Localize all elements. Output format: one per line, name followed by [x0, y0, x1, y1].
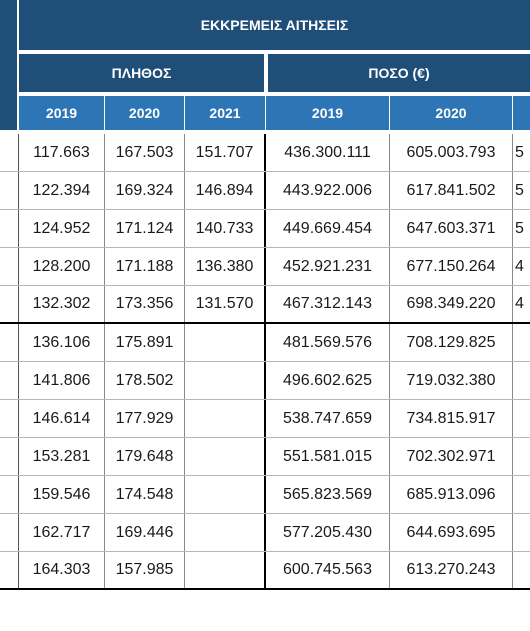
- amount-2019-cell[interactable]: 551.581.015: [266, 438, 390, 475]
- row-label-cell[interactable]: [0, 210, 19, 247]
- count-2021-cell[interactable]: [185, 400, 266, 437]
- count-2020-cell[interactable]: 169.446: [105, 514, 185, 551]
- count-2019-cell[interactable]: 153.281: [19, 438, 105, 475]
- count-2020-cell[interactable]: 178.502: [105, 362, 185, 399]
- count-2021-cell[interactable]: [185, 438, 266, 475]
- amount-2020-cell[interactable]: 708.129.825: [390, 324, 513, 361]
- count-2021-cell[interactable]: [185, 324, 266, 361]
- table-row: [0, 552, 530, 590]
- table-row: [0, 286, 530, 324]
- count-2020-cell[interactable]: 174.548: [105, 476, 185, 513]
- row-label-cell[interactable]: [0, 172, 19, 209]
- amount-2020-cell[interactable]: 685.913.096: [390, 476, 513, 513]
- table-row: [0, 172, 530, 210]
- amount-next-cell[interactable]: [513, 362, 530, 399]
- count-2019-cell[interactable]: 117.663: [19, 134, 105, 171]
- amount-2019-cell[interactable]: 538.747.659: [266, 400, 390, 437]
- count-2019-cell[interactable]: 164.303: [19, 552, 105, 588]
- count-2020-cell[interactable]: 171.188: [105, 248, 185, 285]
- amount-2019-cell[interactable]: 436.300.111: [266, 134, 390, 171]
- count-header[interactable]: ΠΛΗΘΟΣ: [19, 54, 266, 94]
- count-2020-cell[interactable]: 173.356: [105, 286, 185, 322]
- amount-next-cell[interactable]: [513, 400, 530, 437]
- count-2021-cell[interactable]: 151.707: [185, 134, 266, 171]
- count-2021-cell[interactable]: [185, 552, 266, 588]
- year-header-count-2021[interactable]: 2021: [185, 96, 266, 130]
- amount-2020-cell[interactable]: 677.150.264: [390, 248, 513, 285]
- count-2020-cell[interactable]: 177.929: [105, 400, 185, 437]
- amount-next-cell[interactable]: 4: [515, 295, 524, 312]
- amount-next-cell[interactable]: [513, 438, 530, 475]
- amount-2019-cell[interactable]: 481.569.576: [266, 324, 390, 361]
- amount-next-cell[interactable]: 5: [515, 219, 524, 237]
- amount-2020-cell[interactable]: 605.003.793: [390, 134, 513, 171]
- count-2021-cell[interactable]: [185, 476, 266, 513]
- amount-2019-cell[interactable]: 449.669.454: [266, 210, 390, 247]
- table-row: [0, 248, 530, 286]
- count-2019-cell[interactable]: 132.302: [19, 286, 105, 322]
- count-2019-cell[interactable]: 122.394: [19, 172, 105, 209]
- year-header-count-2019[interactable]: 2019: [19, 96, 105, 130]
- count-2019-cell[interactable]: 159.546: [19, 476, 105, 513]
- amount-2020-cell[interactable]: 613.270.243: [390, 552, 513, 588]
- count-2020-cell[interactable]: 157.985: [105, 552, 185, 588]
- table-row: [0, 362, 530, 400]
- table-row: [0, 476, 530, 514]
- row-label-cell[interactable]: [0, 286, 19, 322]
- count-2020-cell[interactable]: 167.503: [105, 134, 185, 171]
- row-label-cell[interactable]: [0, 476, 19, 513]
- table-row: [0, 438, 530, 476]
- count-2019-cell[interactable]: 162.717: [19, 514, 105, 551]
- count-2021-cell[interactable]: 131.570: [185, 286, 266, 322]
- count-2020-cell[interactable]: 179.648: [105, 438, 185, 475]
- row-label-cell[interactable]: [0, 362, 19, 399]
- count-2021-cell[interactable]: [185, 514, 266, 551]
- row-label-cell[interactable]: [0, 248, 19, 285]
- row-label-cell[interactable]: [0, 400, 19, 437]
- pending-applications-header[interactable]: ΕΚΚΡΕΜΕΙΣ ΑΙΤΗΣΕΙΣ: [19, 0, 530, 52]
- amount-2019-cell[interactable]: 577.205.430: [266, 514, 390, 551]
- row-label-cell[interactable]: [0, 134, 19, 171]
- year-header-amount-2019[interactable]: 2019: [266, 96, 390, 130]
- row-label-cell[interactable]: [0, 514, 19, 551]
- amount-2020-cell[interactable]: 702.302.971: [390, 438, 513, 475]
- amount-2019-cell[interactable]: 600.745.563: [266, 552, 390, 588]
- data-grid: [0, 134, 530, 590]
- count-2021-cell[interactable]: 136.380: [185, 248, 266, 285]
- count-2020-cell[interactable]: 171.124: [105, 210, 185, 247]
- count-2021-cell[interactable]: [185, 362, 266, 399]
- amount-2020-cell[interactable]: 617.841.502: [390, 172, 513, 209]
- amount-2020-cell[interactable]: 644.693.695: [390, 514, 513, 551]
- amount-2020-cell[interactable]: 647.603.371: [390, 210, 513, 247]
- year-header-amount-2020[interactable]: 2020: [390, 96, 513, 130]
- count-2019-cell[interactable]: 128.200: [19, 248, 105, 285]
- amount-2020-cell[interactable]: 719.032.380: [390, 362, 513, 399]
- amount-next-cell[interactable]: [513, 476, 530, 513]
- count-2019-cell[interactable]: 141.806: [19, 362, 105, 399]
- row-label-header-cell[interactable]: [0, 0, 18, 130]
- count-2019-cell[interactable]: 124.952: [19, 210, 105, 247]
- count-2020-cell[interactable]: 169.324: [105, 172, 185, 209]
- row-label-cell[interactable]: [0, 324, 19, 361]
- year-header-amount-next[interactable]: [513, 96, 530, 130]
- count-2021-cell[interactable]: 146.894: [185, 172, 266, 209]
- amount-2019-cell[interactable]: 452.921.231: [266, 248, 390, 285]
- table-row: [0, 400, 530, 438]
- amount-next-cell[interactable]: [513, 324, 530, 361]
- amount-2019-cell[interactable]: 443.922.006: [266, 172, 390, 209]
- amount-next-cell[interactable]: [513, 514, 530, 551]
- count-2019-cell[interactable]: 136.106: [19, 324, 105, 361]
- amount-next-cell[interactable]: [513, 552, 530, 588]
- count-2020-cell[interactable]: 175.891: [105, 324, 185, 361]
- table-row: [0, 134, 530, 172]
- amount-next-cell[interactable]: 5: [515, 143, 524, 161]
- row-label-cell[interactable]: [0, 438, 19, 475]
- count-2021-cell[interactable]: 140.733: [185, 210, 266, 247]
- table-row: [0, 210, 530, 248]
- row-label-cell[interactable]: [0, 552, 19, 588]
- table-row: [0, 324, 530, 362]
- year-header-count-2020[interactable]: 2020: [105, 96, 185, 130]
- amount-2020-cell[interactable]: 698.349.220: [390, 286, 513, 322]
- amount-header[interactable]: ΠΟΣΟ (€): [268, 54, 530, 94]
- amount-2019-cell[interactable]: 565.823.569: [266, 476, 390, 513]
- table-row: [0, 514, 530, 552]
- amount-2020-cell[interactable]: 734.815.917: [390, 400, 513, 437]
- amount-2019-cell[interactable]: 467.312.143: [266, 286, 390, 322]
- amount-2019-cell[interactable]: 496.602.625: [266, 362, 390, 399]
- amount-next-cell[interactable]: 5: [515, 181, 524, 199]
- amount-next-cell[interactable]: 4: [515, 257, 524, 275]
- count-2019-cell[interactable]: 146.614: [19, 400, 105, 437]
